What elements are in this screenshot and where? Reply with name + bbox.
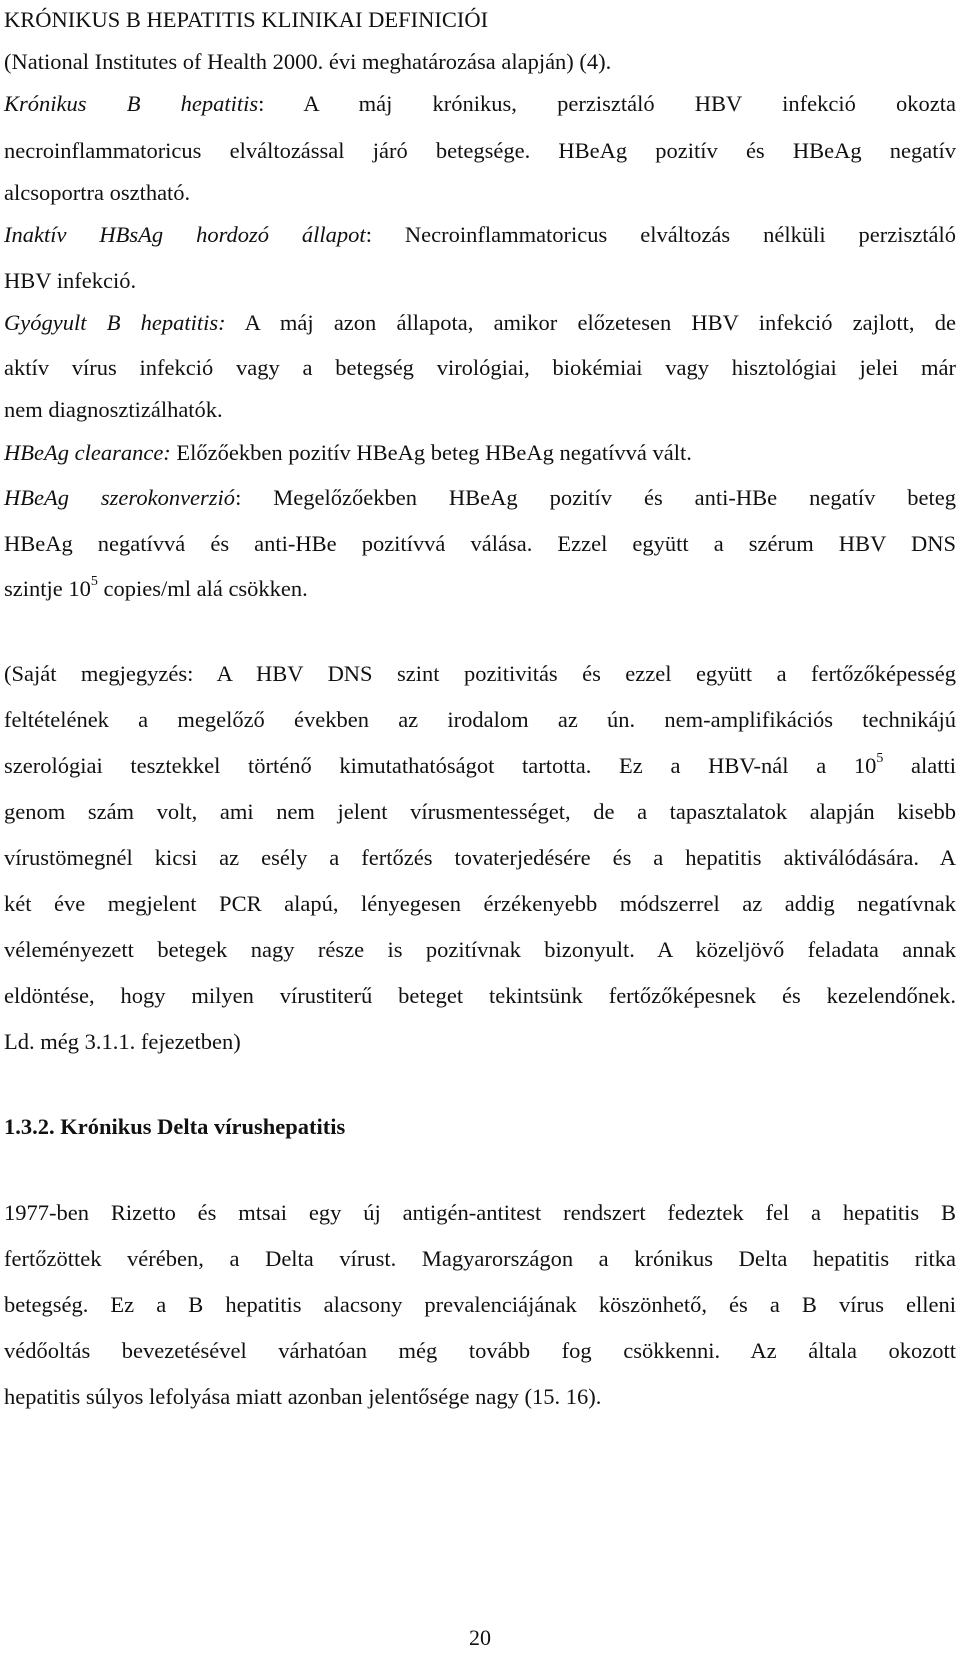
note-line-3-text-b: alatti bbox=[883, 753, 957, 778]
note-line-6: két éve megjelent PCR alapú, lényegesen érzékenyebb módszerrel az addig negatívnak bbox=[4, 891, 956, 916]
seroconversion-text-a: szintje 10 bbox=[4, 576, 91, 601]
chronic-definition-line-2: necroinflammatoricus elváltozással járó betegsége. HBeAg pozitív és HBeAg negatív bbox=[4, 138, 956, 163]
seroconversion-definition-line-1 bbox=[4, 485, 956, 511]
resolved-definition-line-2: aktív vírus infekció vagy a betegség virológiai, biokémiai vagy hisztológiai jelei már bbox=[4, 355, 956, 380]
inactive-definition-line-1 bbox=[4, 222, 956, 248]
resolved-definition-line-1 bbox=[4, 310, 956, 336]
definitions-title: KRÓNIKUS B HEPATITIS KLINIKAI DEFINICIÓI bbox=[4, 7, 489, 32]
chronic-definition-line-1 bbox=[4, 91, 956, 117]
clearance-definition bbox=[4, 440, 956, 466]
seroconversion-definition-line-3 bbox=[4, 573, 956, 602]
note-line-4: genom szám volt, ami nem jelent vírusmentességet, de a tapasztalatok alapján kisebb bbox=[4, 799, 956, 824]
definitions-subtitle: (National Institutes of Health 2000. évi meghatározása alapján) (4). bbox=[4, 49, 612, 74]
note-line-3-text-a: szerológiai tesztekkel történő kimutathatóságot tartotta. Ez a HBV-nál a 10 bbox=[4, 753, 877, 778]
chronic-text: : A máj krónikus, perzisztáló HBV infekció okozta bbox=[258, 91, 957, 116]
note-line-7: véleményezett betegek nagy része is pozitívnak bizonyult. A közeljövő feladata annak bbox=[4, 937, 956, 962]
section-heading: 1.3.2. Krónikus Delta vírushepatitis bbox=[4, 1114, 346, 1139]
chronic-definition-line-3: alcsoportra osztható. bbox=[4, 180, 191, 205]
section-line-3: betegség. Ez a B hepatitis alacsony prevalenciájának köszönhető, és a B vírus elleni bbox=[4, 1292, 956, 1317]
note-line-9: Ld. még 3.1.1. fejezetben) bbox=[4, 1029, 241, 1054]
note-line-1: (Saját megjegyzés: A HBV DNS szint pozitivitás és ezzel együtt a fertőzőképesség bbox=[4, 661, 956, 686]
section-line-4: védőoltás bevezetésével várhatóan még tovább fog csökkenni. Az általa okozott bbox=[4, 1338, 956, 1363]
resolved-text: A máj azon állapota, amikor előzetesen HBV infekció zajlott, de bbox=[225, 310, 956, 335]
inactive-definition-line-2: HBV infekció. bbox=[4, 268, 137, 293]
seroconversion-exponent: 5 bbox=[90, 573, 98, 589]
clearance-text: Előzőekben pozitív HBeAg beteg HBeAg negatívvá vált. bbox=[170, 440, 692, 465]
note-line-3 bbox=[4, 750, 957, 779]
inactive-text: : Necroinflammatoricus elváltozás nélküli perzisztáló bbox=[365, 222, 956, 247]
section-line-2: fertőzöttek vérében, a Delta vírust. Magyarországon a krónikus Delta hepatitis ritka bbox=[4, 1246, 956, 1271]
seroconversion-definition-line-2: HBeAg negatívvá és anti-HBe pozitívvá válása. Ezzel együtt a szérum HBV DNS bbox=[4, 531, 956, 556]
page-number: 20 bbox=[469, 1625, 491, 1650]
section-line-5: hepatitis súlyos lefolyása miatt azonban jelentősége nagy (15. 16). bbox=[4, 1384, 602, 1409]
section-line-1: 1977-ben Rizetto és mtsai egy új antigén-antitest rendszert fedeztek fel a hepatitis B bbox=[4, 1200, 956, 1225]
resolved-definition-line-3: nem diagnosztizálhatók. bbox=[4, 397, 223, 422]
chronic-term: Krónikus B hepatitis bbox=[4, 91, 259, 116]
inactive-term: Inaktív HBsAg hordozó állapot bbox=[4, 222, 366, 247]
resolved-term: Gyógyult B hepatitis: bbox=[4, 310, 226, 335]
note-exponent: 5 bbox=[876, 750, 884, 766]
clearance-term: HBeAg clearance: bbox=[4, 440, 171, 465]
seroconversion-text-b: copies/ml alá csökken. bbox=[97, 576, 308, 601]
note-line-2: feltételének a megelőző években az irodalom az ún. nem-amplifikációs technikájú bbox=[4, 707, 956, 732]
seroconversion-text: : Megelőzőekben HBeAg pozitív és anti-HBe negatív beteg bbox=[235, 485, 956, 510]
note-line-5: vírustömegnél kicsi az esély a fertőzés tovaterjedésére és a hepatitis aktiválódására. A bbox=[4, 845, 956, 870]
note-line-8: eldöntése, hogy milyen vírustiterű beteget tekintsünk fertőzőképesnek és kezelendőnek. bbox=[4, 983, 956, 1008]
seroconversion-term: HBeAg szerokonverzió bbox=[4, 485, 236, 510]
